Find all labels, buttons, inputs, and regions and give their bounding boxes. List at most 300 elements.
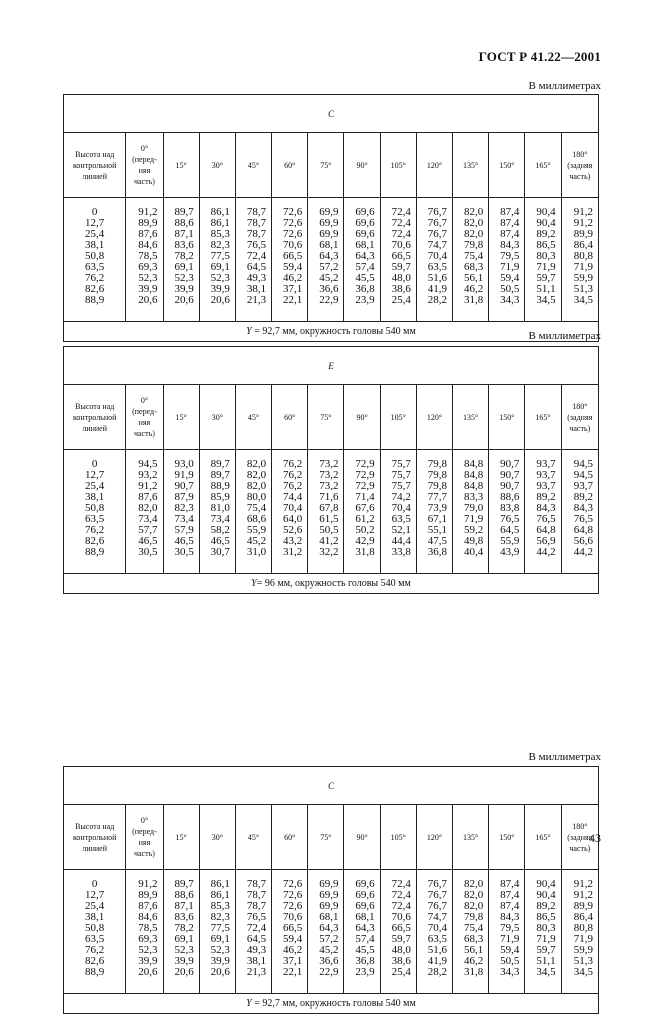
value-cell: 50,5 <box>319 524 339 536</box>
value-cell: 84,8 <box>463 480 484 492</box>
value-cell: 68,1 <box>355 911 375 923</box>
height-value: 88,9 <box>85 546 105 558</box>
value-cell: 51,1 <box>536 955 556 967</box>
value-column <box>525 198 561 322</box>
angle-header: 60° <box>272 385 308 450</box>
value-cell: 93,7 <box>536 480 556 492</box>
height-value: 25,4 <box>85 480 105 492</box>
value-cell: 94,5 <box>573 469 593 481</box>
value-cell: 81,0 <box>210 502 230 514</box>
value-cell: 57,4 <box>355 933 375 945</box>
value-cell: 36,8 <box>355 283 375 295</box>
value-cell: 64,3 <box>355 250 375 262</box>
value-cell: 89,7 <box>210 469 230 481</box>
height-value: 0 <box>91 878 98 890</box>
value-cell: 82,3 <box>174 502 194 514</box>
value-cell: 31,8 <box>355 546 375 558</box>
value-cell: 77,5 <box>210 250 230 262</box>
value-cell: 28,2 <box>427 294 448 306</box>
value-cell: 76,2 <box>283 469 303 481</box>
value-cell: 30,7 <box>210 546 230 558</box>
value-cell: 90,4 <box>536 206 556 218</box>
value-cell: 39,9 <box>174 283 194 295</box>
value-cell: 69,9 <box>319 228 339 240</box>
value-column <box>308 198 344 322</box>
height-value: 12,7 <box>85 889 105 901</box>
value-cell: 63,5 <box>427 261 448 273</box>
value-cell: 82,0 <box>246 480 267 492</box>
value-cell: 72,6 <box>283 217 303 229</box>
height-value: 76,2 <box>85 944 105 956</box>
value-cell: 86,1 <box>210 889 230 901</box>
value-column <box>272 450 308 574</box>
angle-header: 180° (задняя часть) <box>561 805 598 870</box>
value-column <box>561 870 598 994</box>
angle-header: 30° <box>199 133 235 198</box>
value-cell: 31,0 <box>246 546 267 558</box>
height-value: 38,1 <box>85 911 105 923</box>
value-cell: 38,1 <box>246 283 267 295</box>
angle-header: 75° <box>308 385 344 450</box>
height-value: 12,7 <box>85 217 105 229</box>
value-cell: 57,9 <box>174 524 194 536</box>
value-cell: 57,2 <box>319 261 339 273</box>
value-cell: 69,6 <box>355 900 375 912</box>
value-cell: 64,5 <box>246 933 267 945</box>
value-cell: 77,7 <box>427 491 448 503</box>
value-cell: 88,6 <box>174 217 194 229</box>
value-cell: 76,5 <box>573 513 593 525</box>
value-cell: 76,7 <box>427 889 448 901</box>
height-value: 38,1 <box>85 239 105 251</box>
value-cell: 34,3 <box>500 294 520 306</box>
value-cell: 64,5 <box>500 524 520 536</box>
value-cell: 90,4 <box>536 878 556 890</box>
angle-header: 30° <box>199 385 235 450</box>
value-cell: 39,9 <box>138 283 158 295</box>
value-cell: 39,9 <box>174 955 194 967</box>
value-cell: 87,4 <box>500 217 520 229</box>
value-cell: 25,4 <box>391 294 411 306</box>
value-cell: 82,0 <box>246 458 267 470</box>
value-cell: 86,5 <box>536 239 556 251</box>
value-cell: 52,3 <box>138 272 158 284</box>
value-cell: 91,2 <box>573 206 593 218</box>
angle-header: 105° <box>380 805 416 870</box>
value-cell: 82,3 <box>210 239 230 251</box>
value-cell: 42,9 <box>355 535 375 547</box>
value-cell: 69,1 <box>210 261 230 273</box>
value-cell: 59,9 <box>573 944 593 956</box>
height-value: 76,2 <box>85 272 105 284</box>
value-cell: 68,3 <box>463 933 484 945</box>
value-cell: 83,8 <box>500 502 520 514</box>
value-column <box>235 450 271 574</box>
value-cell: 46,2 <box>283 944 303 956</box>
angle-header: 45° <box>235 385 271 450</box>
row-label-header: Высота над контрольной линией <box>64 385 126 450</box>
value-cell: 70,4 <box>427 922 448 934</box>
value-cell: 28,2 <box>427 966 448 978</box>
value-cell: 69,6 <box>355 217 375 229</box>
angle-header: 0° (перед- няя часть) <box>126 385 163 450</box>
value-cell: 46,5 <box>210 535 230 547</box>
value-cell: 34,5 <box>536 294 556 306</box>
height-value: 76,2 <box>85 524 105 536</box>
value-cell: 71,9 <box>500 261 520 273</box>
value-cell: 31,8 <box>463 294 484 306</box>
value-cell: 20,6 <box>138 966 158 978</box>
value-cell: 86,5 <box>536 911 556 923</box>
value-cell: 84,8 <box>463 469 484 481</box>
value-cell: 93,7 <box>536 458 556 470</box>
angle-header: 135° <box>453 385 489 450</box>
value-cell: 39,9 <box>210 283 230 295</box>
value-cell: 22,9 <box>319 294 339 306</box>
value-cell: 72,9 <box>355 480 375 492</box>
value-cell: 71,9 <box>573 261 593 273</box>
units-note-2: В миллиметрах <box>528 330 601 342</box>
height-value: 88,9 <box>85 294 105 306</box>
value-cell: 46,5 <box>138 535 158 547</box>
angle-header: 15° <box>163 805 199 870</box>
value-cell: 74,2 <box>391 491 411 503</box>
value-cell: 45,2 <box>246 535 267 547</box>
value-cell: 71,9 <box>500 933 520 945</box>
height-value: 50,8 <box>85 922 105 934</box>
value-cell: 78,7 <box>246 878 267 890</box>
value-cell: 52,6 <box>283 524 303 536</box>
value-cell: 87,6 <box>138 900 158 912</box>
value-cell: 52,3 <box>174 272 194 284</box>
value-cell: 59,9 <box>573 272 593 284</box>
value-cell: 75,7 <box>391 469 411 481</box>
value-cell: 34,5 <box>573 966 593 978</box>
height-value: 25,4 <box>85 900 105 912</box>
footer-text: = 92,7 мм, окружность головы 540 мм <box>251 326 416 337</box>
value-cell: 79,8 <box>427 469 448 481</box>
value-cell: 68,1 <box>319 911 339 923</box>
value-cell: 36,8 <box>427 546 448 558</box>
value-cell: 69,6 <box>355 228 375 240</box>
value-cell: 71,9 <box>463 513 484 525</box>
value-cell: 20,6 <box>138 294 158 306</box>
height-value: 63,5 <box>85 513 105 525</box>
table-footnote <box>64 322 599 342</box>
value-cell: 50,5 <box>500 283 520 295</box>
value-cell: 41,9 <box>427 955 448 967</box>
value-cell: 45,5 <box>355 272 375 284</box>
value-cell: 78,2 <box>174 250 194 262</box>
heights-cell <box>64 450 126 574</box>
value-cell: 59,7 <box>391 933 411 945</box>
value-cell: 68,3 <box>463 261 484 273</box>
value-cell: 56,1 <box>463 944 484 956</box>
value-cell: 72,4 <box>246 250 267 262</box>
value-column <box>308 870 344 994</box>
table-footnote <box>64 574 599 594</box>
value-cell: 45,2 <box>319 944 339 956</box>
value-cell: 87,1 <box>174 900 194 912</box>
angle-header: 60° <box>272 133 308 198</box>
value-cell: 59,7 <box>391 261 411 273</box>
angle-header: 135° <box>453 133 489 198</box>
value-cell: 91,2 <box>138 206 158 218</box>
value-cell: 88,6 <box>174 889 194 901</box>
value-cell: 20,6 <box>210 966 230 978</box>
value-cell: 94,5 <box>573 458 593 470</box>
value-column <box>126 450 163 574</box>
value-cell: 37,1 <box>283 955 303 967</box>
units-note-3: В миллиметрах <box>528 751 601 763</box>
angle-header: 105° <box>380 385 416 450</box>
value-cell: 38,6 <box>391 955 411 967</box>
value-cell: 78,7 <box>246 228 267 240</box>
angle-header: 165° <box>525 805 561 870</box>
value-column <box>163 870 199 994</box>
value-cell: 83,6 <box>174 239 194 251</box>
value-cell: 72,6 <box>283 889 303 901</box>
value-cell: 32,2 <box>319 546 339 558</box>
value-cell: 46,2 <box>463 283 484 295</box>
value-cell: 49,3 <box>246 272 267 284</box>
angle-header: 150° <box>489 133 525 198</box>
height-value: 63,5 <box>85 933 105 945</box>
value-cell: 46,2 <box>283 272 303 284</box>
value-cell: 70,6 <box>391 239 411 251</box>
value-cell: 57,2 <box>319 933 339 945</box>
footer-text: = 96 мм, окружность головы 540 мм <box>256 578 411 589</box>
value-column <box>163 450 199 574</box>
value-cell: 70,4 <box>427 250 448 262</box>
value-cell: 75,4 <box>463 922 484 934</box>
value-cell: 49,3 <box>246 944 267 956</box>
value-cell: 69,1 <box>210 933 230 945</box>
value-cell: 73,4 <box>210 513 230 525</box>
value-cell: 43,2 <box>283 535 303 547</box>
value-cell: 72,6 <box>283 206 303 218</box>
value-cell: 73,2 <box>319 480 339 492</box>
value-cell: 72,6 <box>283 878 303 890</box>
value-cell: 75,7 <box>391 480 411 492</box>
value-cell: 93,2 <box>138 469 158 481</box>
value-cell: 82,0 <box>246 469 267 481</box>
value-cell: 56,9 <box>536 535 556 547</box>
value-cell: 91,2 <box>573 217 593 229</box>
value-cell: 30,5 <box>138 546 158 558</box>
value-cell: 21,3 <box>246 294 267 306</box>
value-cell: 38,1 <box>246 955 267 967</box>
value-cell: 69,3 <box>138 261 158 273</box>
value-column <box>380 198 416 322</box>
value-cell: 82,3 <box>210 911 230 923</box>
value-cell: 72,9 <box>355 458 375 470</box>
value-cell: 37,1 <box>283 283 303 295</box>
value-cell: 40,4 <box>463 546 484 558</box>
value-column <box>126 198 163 322</box>
value-cell: 86,1 <box>210 206 230 218</box>
value-cell: 79,8 <box>427 458 448 470</box>
value-cell: 69,6 <box>355 889 375 901</box>
value-column <box>525 450 561 574</box>
value-column <box>380 450 416 574</box>
value-cell: 79,5 <box>500 250 520 262</box>
value-cell: 72,4 <box>391 217 411 229</box>
value-column <box>489 450 525 574</box>
value-cell: 52,3 <box>210 272 230 284</box>
value-column <box>344 198 380 322</box>
value-cell: 74,7 <box>427 239 448 251</box>
value-cell: 89,2 <box>536 491 556 503</box>
value-cell: 76,7 <box>427 217 448 229</box>
value-cell: 87,6 <box>138 491 158 503</box>
angle-header: 60° <box>272 805 308 870</box>
value-cell: 67,1 <box>427 513 448 525</box>
value-cell: 87,4 <box>500 900 520 912</box>
units-note-1: В миллиметрах <box>528 80 601 92</box>
value-cell: 44,4 <box>391 535 411 547</box>
value-cell: 82,0 <box>463 900 484 912</box>
heights-cell <box>64 870 126 994</box>
angle-header: 45° <box>235 805 271 870</box>
table-footnote <box>64 994 599 1014</box>
value-cell: 71,9 <box>536 933 556 945</box>
value-cell: 69,9 <box>319 878 339 890</box>
value-cell: 79,0 <box>463 502 484 514</box>
value-column <box>199 870 235 994</box>
value-cell: 64,5 <box>246 261 267 273</box>
value-cell: 73,2 <box>319 458 339 470</box>
row-label-header: Высота над контрольной линией <box>64 133 126 198</box>
height-value: 38,1 <box>85 491 105 503</box>
value-cell: 59,4 <box>283 261 303 273</box>
value-cell: 31,8 <box>463 966 484 978</box>
value-cell: 69,9 <box>319 900 339 912</box>
value-cell: 30,5 <box>174 546 194 558</box>
row-label-header: Высота над контрольной линией <box>64 805 126 870</box>
angle-header: 150° <box>489 805 525 870</box>
value-cell: 41,9 <box>427 283 448 295</box>
value-column <box>272 870 308 994</box>
value-cell: 31,2 <box>283 546 303 558</box>
value-cell: 68,1 <box>319 239 339 251</box>
value-cell: 59,4 <box>500 944 520 956</box>
value-column <box>272 198 308 322</box>
angle-header: 90° <box>344 805 380 870</box>
value-cell: 89,2 <box>536 228 556 240</box>
value-cell: 80,8 <box>573 250 593 262</box>
angle-header: 180° (задняя часть) <box>561 133 598 198</box>
value-cell: 72,9 <box>355 469 375 481</box>
value-cell: 57,4 <box>355 261 375 273</box>
angle-header: 90° <box>344 133 380 198</box>
value-column <box>235 198 271 322</box>
value-column <box>561 450 598 574</box>
value-cell: 66,5 <box>283 250 303 262</box>
value-cell: 51,1 <box>536 283 556 295</box>
value-cell: 70,6 <box>283 239 303 251</box>
angle-header: 120° <box>416 133 452 198</box>
value-cell: 85,9 <box>210 491 230 503</box>
value-cell: 79,5 <box>500 922 520 934</box>
value-cell: 89,9 <box>573 228 593 240</box>
value-cell: 82,0 <box>463 206 484 218</box>
value-cell: 93,0 <box>174 458 194 470</box>
value-cell: 78,7 <box>246 206 267 218</box>
value-cell: 22,1 <box>283 966 303 978</box>
value-cell: 47,5 <box>427 535 448 547</box>
value-cell: 69,6 <box>355 206 375 218</box>
value-cell: 44,2 <box>536 546 556 558</box>
heights-cell <box>64 198 126 322</box>
value-cell: 63,5 <box>427 933 448 945</box>
table-symbol: C <box>64 95 599 133</box>
value-cell: 69,3 <box>138 933 158 945</box>
value-cell: 67,6 <box>355 502 375 514</box>
angle-header: 120° <box>416 805 452 870</box>
value-column <box>199 450 235 574</box>
value-cell: 72,4 <box>246 922 267 934</box>
value-cell: 75,4 <box>463 250 484 262</box>
height-value: 0 <box>91 458 98 470</box>
value-cell: 68,6 <box>246 513 267 525</box>
value-cell: 71,9 <box>573 933 593 945</box>
value-cell: 45,5 <box>355 944 375 956</box>
angle-header: 180° (задняя часть) <box>561 385 598 450</box>
value-cell: 79,8 <box>427 480 448 492</box>
value-column <box>416 870 452 994</box>
data-table-3 <box>63 766 599 1014</box>
height-value: 25,4 <box>85 228 105 240</box>
value-cell: 61,2 <box>355 513 375 525</box>
value-cell: 20,6 <box>210 294 230 306</box>
angle-header: 165° <box>525 385 561 450</box>
value-column <box>525 870 561 994</box>
value-cell: 64,0 <box>283 513 303 525</box>
value-cell: 71,9 <box>536 261 556 273</box>
value-cell: 89,7 <box>210 458 230 470</box>
value-column <box>380 870 416 994</box>
value-cell: 72,4 <box>391 900 411 912</box>
value-cell: 48,0 <box>391 944 411 956</box>
value-cell: 50,5 <box>500 955 520 967</box>
value-cell: 91,2 <box>573 889 593 901</box>
value-column <box>235 870 271 994</box>
value-cell: 78,5 <box>138 250 158 262</box>
value-cell: 78,7 <box>246 889 267 901</box>
value-cell: 39,9 <box>210 955 230 967</box>
value-cell: 72,4 <box>391 206 411 218</box>
value-cell: 94,5 <box>138 458 158 470</box>
value-cell: 76,7 <box>427 206 448 218</box>
value-cell: 83,3 <box>463 491 484 503</box>
value-cell: 83,6 <box>174 911 194 923</box>
value-cell: 34,5 <box>536 966 556 978</box>
value-cell: 51,6 <box>427 272 448 284</box>
value-cell: 69,1 <box>174 261 194 273</box>
value-cell: 82,0 <box>463 878 484 890</box>
value-cell: 59,7 <box>536 272 556 284</box>
value-cell: 89,7 <box>174 206 194 218</box>
value-cell: 49,8 <box>463 535 484 547</box>
angle-header: 105° <box>380 133 416 198</box>
value-cell: 82,0 <box>463 217 484 229</box>
value-cell: 69,1 <box>174 933 194 945</box>
value-cell: 85,3 <box>210 228 230 240</box>
value-cell: 76,7 <box>427 900 448 912</box>
value-cell: 87,6 <box>138 228 158 240</box>
value-cell: 64,3 <box>319 922 339 934</box>
